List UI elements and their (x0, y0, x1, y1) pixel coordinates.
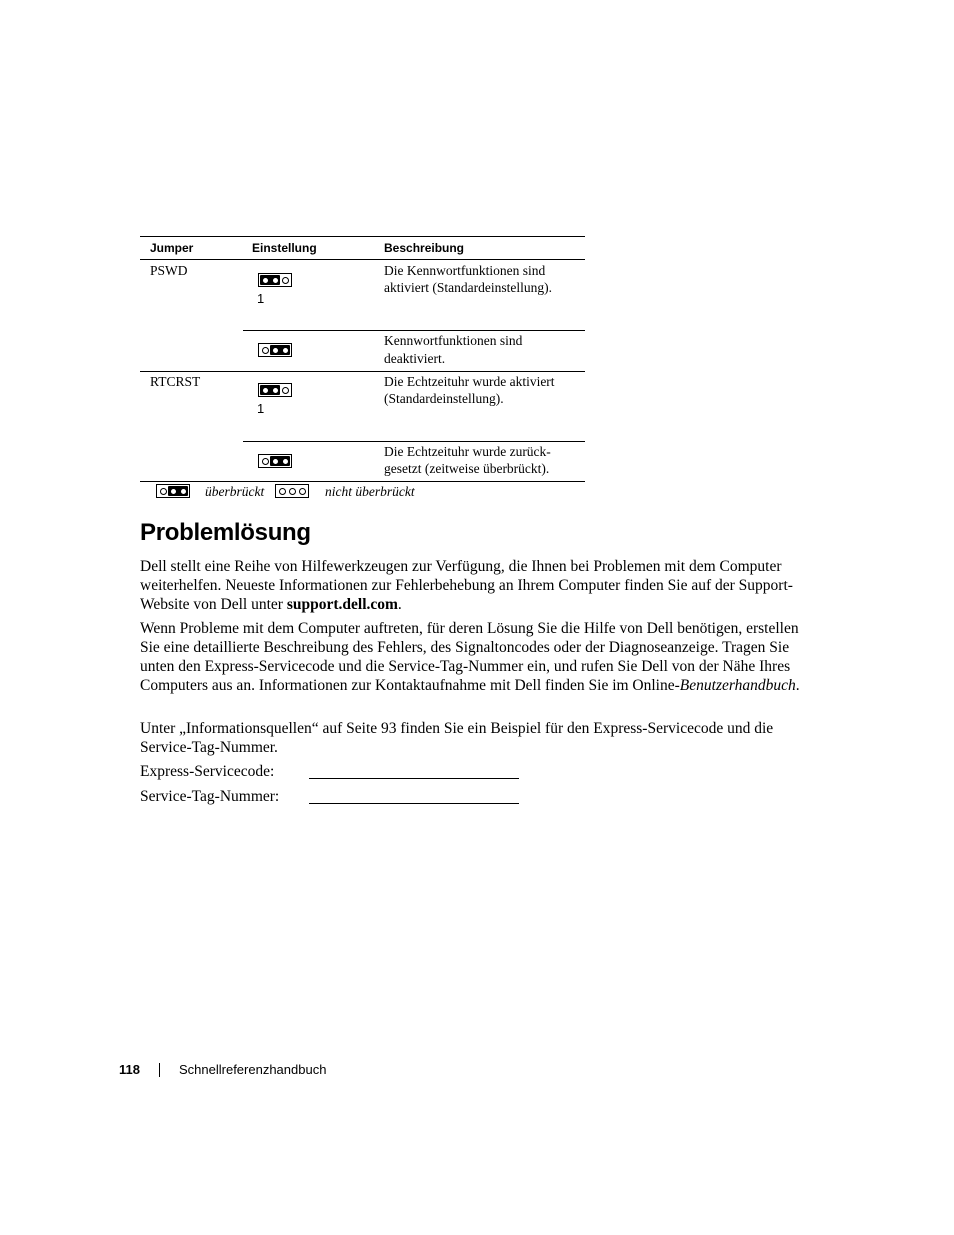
footer-title: Schnellreferenzhandbuch (179, 1062, 327, 1077)
service-tag-line (309, 803, 519, 804)
legend-jumpered-icon (156, 484, 190, 498)
section-title: Problemlösung (140, 519, 311, 546)
description-line: Die Echtzeituhr wurde aktiviert (384, 374, 555, 389)
jumper-pins-1-2-bridged-icon (258, 383, 292, 397)
header-jumper: Jumper (150, 241, 194, 255)
description-line: Die Echtzeituhr wurde zurück- (384, 444, 551, 459)
express-servicecode-label: Express-Servicecode: (140, 763, 275, 780)
jumper-pins-2-3-bridged-icon (258, 454, 292, 468)
pin-one-label: 1 (257, 291, 265, 306)
jumper-pins-1-2-bridged-icon (258, 273, 292, 287)
jumper-name-rtcrst: RTCRST (150, 374, 201, 389)
table-bottom-rule (140, 481, 585, 482)
header-description: Beschreibung (384, 241, 465, 255)
header-setting: Einstellung (252, 241, 317, 255)
description-line: Kennwortfunktionen sind (384, 333, 523, 348)
row-divider (243, 330, 585, 331)
service-tag-label: Service-Tag-Nummer: (140, 788, 280, 805)
description-line: Die Kennwortfunktionen sind (384, 263, 546, 278)
pin-one-label: 1 (257, 401, 265, 416)
paragraph-intro (140, 557, 820, 614)
footer-separator (159, 1063, 160, 1077)
express-servicecode-line (309, 778, 519, 779)
paragraph-text: . (795, 677, 800, 694)
row-divider (140, 371, 585, 372)
user-guide-title: Benutzerhandbuch (679, 677, 796, 694)
description-line: (Standardeinstellung). (384, 391, 504, 406)
jumper-name-pswd: PSWD (150, 263, 188, 278)
legend-not-jumpered-icon (275, 484, 309, 498)
jumper-pins-2-3-bridged-icon (258, 343, 292, 357)
paragraph-contact (140, 619, 820, 695)
legend-jumpered-label: überbrückt (205, 484, 265, 499)
paragraph-text: Dell stellt eine Reihe von Hilfewerkzeugen zur Verfügung, die Ihnen bei Problemen mit dem Computer weiterhelfen. Neueste Informationen zur Fehlerbehebung an Ihrem Computer finden Sie auf der Support-Website von Dell unter (140, 558, 793, 613)
paragraph-reference: Unter „Informationsquellen“ auf Seite 93 finden Sie ein Beispiel für den Express-Servicecode und die Service-Tag-Nummer. (140, 720, 774, 756)
description-line: aktiviert (Standardeinstellung). (384, 280, 552, 295)
description-line: gesetzt (zeitweise überbrückt). (384, 461, 550, 476)
legend-not-jumpered-label: nicht überbrückt (325, 484, 415, 499)
paragraph-text: . (397, 596, 402, 613)
paragraph-text: Wenn Probleme mit dem Computer auftreten, für deren Lösung Sie die Hilfe von Dell benötigen, erstellen Sie eine detaillierte Beschreibung des Fehlers, des Signaltoncodes oder der Diagnoseanzeige. Tragen Sie unten den Express-Servicecode und die Service-Tag-Nummer ein, und rufen Sie Dell von der Nähe Ihres Computers aus an. Informationen zur Kontaktaufnahme mit Dell finden Sie im Online- (140, 620, 799, 694)
support-link[interactable]: support.dell.com (286, 596, 398, 613)
description-line: deaktiviert. (384, 351, 446, 366)
table-header (140, 236, 585, 260)
row-divider (243, 441, 585, 442)
page-number: 118 (119, 1062, 140, 1077)
